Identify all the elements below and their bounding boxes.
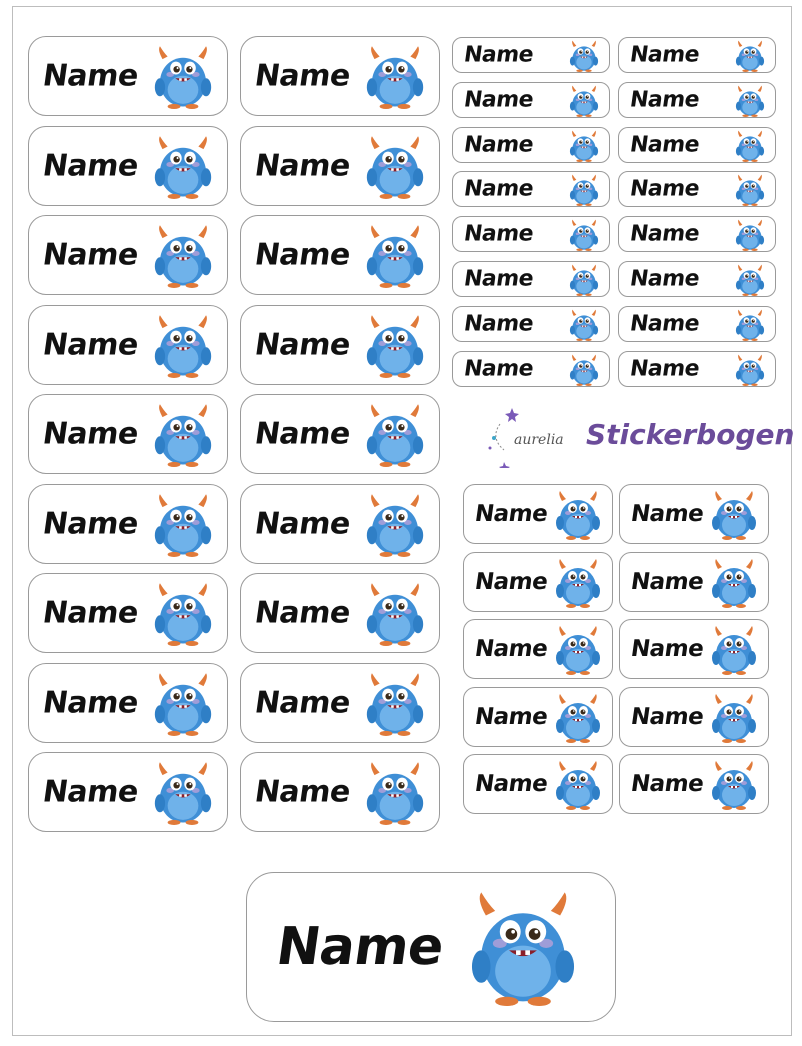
blue-monster-icon bbox=[568, 264, 600, 296]
name-sticker[interactable] bbox=[452, 82, 610, 118]
name-sticker[interactable] bbox=[240, 36, 440, 116]
blue-monster-icon bbox=[709, 693, 759, 743]
blue-monster-icon bbox=[151, 672, 215, 736]
sticker-name-label: Name bbox=[272, 917, 448, 977]
blue-monster-icon bbox=[363, 314, 427, 378]
sticker-name-label: Name bbox=[252, 685, 353, 720]
blue-monster-icon bbox=[363, 135, 427, 199]
name-sticker[interactable] bbox=[618, 82, 776, 118]
sticker-name-label: Name bbox=[629, 501, 706, 527]
sticker-name-label: Name bbox=[40, 237, 141, 273]
blue-monster-icon bbox=[151, 135, 215, 199]
sticker-name-label: Name bbox=[462, 221, 535, 247]
blue-monster-icon bbox=[151, 403, 215, 467]
blue-monster-icon bbox=[151, 224, 215, 288]
blue-monster-icon bbox=[709, 490, 759, 540]
blue-monster-icon bbox=[151, 493, 215, 557]
blue-monster-icon bbox=[734, 130, 766, 162]
blue-monster-icon bbox=[151, 45, 215, 109]
name-sticker[interactable] bbox=[463, 754, 613, 814]
name-sticker[interactable] bbox=[452, 37, 610, 73]
blue-monster-icon bbox=[734, 174, 766, 206]
name-sticker[interactable] bbox=[618, 306, 776, 342]
sticker-name-label: Name bbox=[40, 416, 141, 452]
blue-monster-icon bbox=[553, 693, 603, 743]
name-sticker[interactable] bbox=[619, 754, 769, 814]
name-sticker[interactable] bbox=[28, 394, 228, 474]
blue-monster-icon bbox=[363, 403, 427, 467]
sticker-name-label: Name bbox=[462, 356, 535, 382]
name-sticker[interactable] bbox=[28, 752, 228, 832]
sticker-name-label: Name bbox=[628, 132, 701, 158]
blue-monster-icon bbox=[553, 760, 603, 810]
sticker-name-label: Name bbox=[462, 266, 535, 292]
blue-monster-icon bbox=[363, 45, 427, 109]
name-sticker[interactable] bbox=[452, 171, 610, 207]
name-sticker[interactable] bbox=[619, 619, 769, 679]
blue-monster-icon bbox=[568, 354, 600, 386]
sticker-name-label: Name bbox=[40, 148, 141, 183]
blue-monster-icon bbox=[568, 85, 600, 117]
name-sticker[interactable] bbox=[619, 484, 769, 544]
blue-monster-icon bbox=[734, 85, 766, 117]
sticker-name-label: Name bbox=[628, 42, 701, 68]
blue-monster-icon bbox=[465, 890, 581, 1006]
sticker-name-label: Name bbox=[462, 311, 535, 337]
sticker-name-label: Name bbox=[628, 266, 701, 292]
sheet-title: Stickerbogen bbox=[586, 418, 795, 451]
name-sticker[interactable] bbox=[452, 351, 610, 387]
blue-monster-icon bbox=[363, 672, 427, 736]
sticker-name-label: Name bbox=[40, 506, 141, 541]
brand-logo-text: aurelia bbox=[514, 432, 564, 448]
sticker-name-label: Name bbox=[40, 595, 141, 631]
blue-monster-icon bbox=[734, 264, 766, 296]
name-sticker[interactable] bbox=[452, 216, 610, 252]
blue-monster-icon bbox=[568, 130, 600, 162]
blue-monster-icon bbox=[709, 558, 759, 608]
sticker-name-label: Name bbox=[462, 42, 535, 68]
name-sticker[interactable] bbox=[619, 552, 769, 612]
sticker-name-label: Name bbox=[462, 132, 535, 158]
sticker-name-label: Name bbox=[252, 595, 353, 631]
sticker-name-label: Name bbox=[462, 87, 535, 113]
blue-monster-icon bbox=[734, 219, 766, 251]
name-sticker[interactable] bbox=[618, 37, 776, 73]
sticker-name-label: Name bbox=[629, 568, 706, 595]
sticker-name-label: Name bbox=[252, 148, 353, 183]
blue-monster-icon bbox=[553, 625, 603, 675]
sticker-name-label: Name bbox=[628, 356, 701, 382]
sticker-name-label: Name bbox=[473, 703, 550, 730]
sticker-name-label: Name bbox=[628, 311, 701, 337]
blue-monster-icon bbox=[363, 582, 427, 646]
blue-monster-icon bbox=[363, 761, 427, 825]
name-sticker[interactable] bbox=[452, 127, 610, 163]
sticker-name-label: Name bbox=[252, 416, 353, 452]
sticker-name-label: Name bbox=[252, 506, 353, 541]
blue-monster-icon bbox=[363, 493, 427, 557]
blue-monster-icon bbox=[568, 174, 600, 206]
name-sticker[interactable] bbox=[240, 126, 440, 206]
name-sticker[interactable] bbox=[463, 619, 613, 679]
blue-monster-icon bbox=[553, 558, 603, 608]
sticker-name-label: Name bbox=[40, 774, 141, 810]
name-sticker[interactable] bbox=[619, 687, 769, 747]
name-sticker[interactable] bbox=[618, 216, 776, 252]
blue-monster-icon bbox=[734, 40, 766, 72]
name-sticker[interactable] bbox=[452, 261, 610, 297]
name-sticker[interactable] bbox=[618, 351, 776, 387]
blue-monster-icon bbox=[363, 224, 427, 288]
sticker-name-label: Name bbox=[473, 771, 550, 797]
sticker-name-label: Name bbox=[462, 176, 535, 202]
sticker-name-label: Name bbox=[252, 58, 353, 94]
name-sticker[interactable] bbox=[28, 36, 228, 116]
name-sticker[interactable] bbox=[246, 872, 616, 1022]
sticker-name-label: Name bbox=[473, 501, 550, 527]
name-sticker[interactable] bbox=[240, 394, 440, 474]
name-sticker[interactable] bbox=[240, 215, 440, 295]
name-sticker[interactable] bbox=[28, 215, 228, 295]
sticker-name-label: Name bbox=[252, 774, 353, 810]
blue-monster-icon bbox=[734, 309, 766, 341]
sticker-name-label: Name bbox=[40, 327, 141, 362]
blue-monster-icon bbox=[151, 314, 215, 378]
name-sticker[interactable] bbox=[28, 573, 228, 653]
sticker-name-label: Name bbox=[252, 327, 353, 362]
sticker-name-label: Name bbox=[628, 176, 701, 202]
sticker-name-label: Name bbox=[628, 221, 701, 247]
name-sticker[interactable] bbox=[463, 552, 613, 612]
brand-logo bbox=[482, 404, 795, 468]
name-sticker[interactable] bbox=[28, 663, 228, 743]
blue-monster-icon bbox=[734, 354, 766, 386]
name-sticker[interactable] bbox=[452, 306, 610, 342]
name-sticker[interactable] bbox=[240, 305, 440, 385]
name-sticker[interactable] bbox=[618, 261, 776, 297]
sticker-name-label: Name bbox=[252, 237, 353, 273]
blue-monster-icon bbox=[709, 625, 759, 675]
blue-monster-icon bbox=[709, 760, 759, 810]
name-sticker[interactable] bbox=[463, 687, 613, 747]
sticker-name-label: Name bbox=[629, 703, 706, 730]
name-sticker[interactable] bbox=[240, 663, 440, 743]
blue-monster-icon bbox=[568, 40, 600, 72]
blue-monster-icon bbox=[568, 309, 600, 341]
name-sticker[interactable] bbox=[463, 484, 613, 544]
name-sticker[interactable] bbox=[28, 305, 228, 385]
name-sticker[interactable] bbox=[618, 127, 776, 163]
sticker-name-label: Name bbox=[40, 685, 141, 720]
name-sticker[interactable] bbox=[28, 484, 228, 564]
sticker-name-label: Name bbox=[473, 568, 550, 595]
name-sticker[interactable] bbox=[240, 573, 440, 653]
name-sticker[interactable] bbox=[28, 126, 228, 206]
sticker-name-label: Name bbox=[629, 771, 706, 797]
blue-monster-icon bbox=[151, 582, 215, 646]
blue-monster-icon bbox=[151, 761, 215, 825]
sticker-name-label: Name bbox=[628, 87, 701, 113]
sticker-name-label: Name bbox=[473, 636, 550, 662]
name-sticker[interactable] bbox=[240, 752, 440, 832]
name-sticker[interactable] bbox=[618, 171, 776, 207]
blue-monster-icon bbox=[553, 490, 603, 540]
name-sticker[interactable] bbox=[240, 484, 440, 564]
sticker-name-label: Name bbox=[40, 58, 141, 94]
sticker-name-label: Name bbox=[629, 636, 706, 662]
blue-monster-icon bbox=[568, 219, 600, 251]
